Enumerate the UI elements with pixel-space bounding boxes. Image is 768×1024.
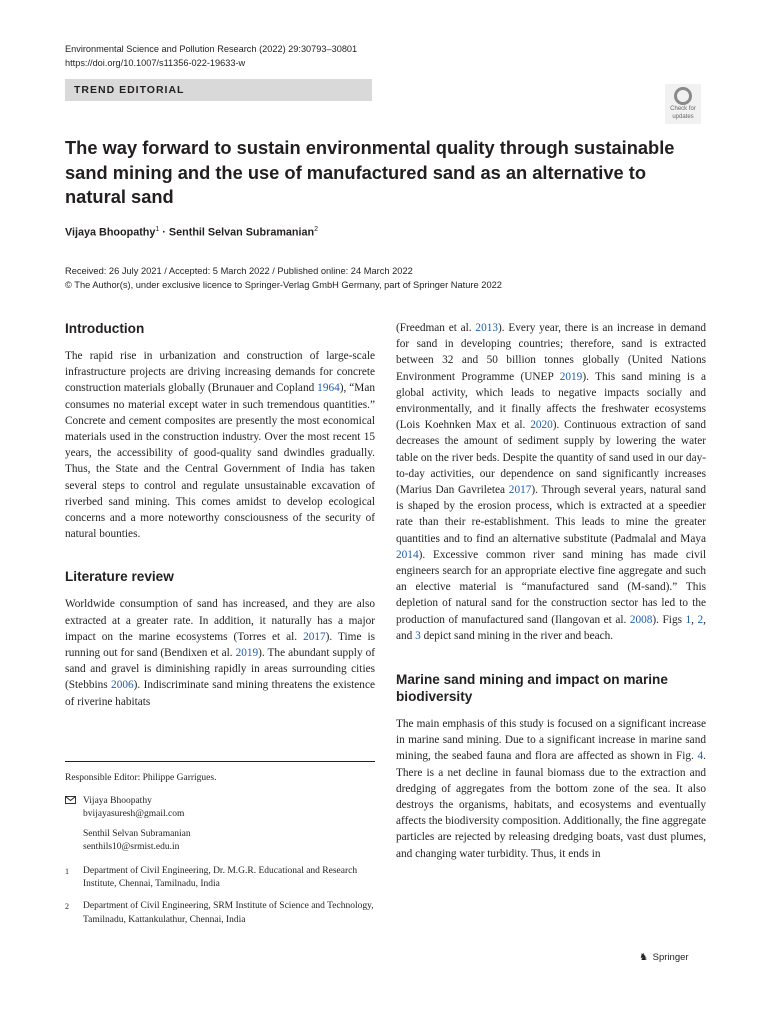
- right-paragraph: (Freedman et al. 2013). Every year, there is an increase in demand for sand in developing countries; therefore, sand is extracted between 32 and 50 billion tonnes globally (United Nations Environment Programme (UNEP 2019). This sand mining is a global activity, which leads to negative impacts socially and environmentally, and it finally affects the freshwater ecosystems (Lois Koehnken Max et al. 2020). Continuous extraction of sand decreases the amount of sediment supply by lowering the water table on the river beds. Despite the quantity of sand used in our day-to-day activities, our dependence on sand significantly increases (Marius Dan Gavriletea 2017). Through several years, natural sand is shaped by the erosion process, which is extracted at a speedier rate than their re-establishment. This leads to mine the greater quantities and to find an alternative substitute (Padmalal and Maya 2014). Excessive common river sand mining has made civil engineers search for an appropriate elective fine aggregate and such an elective material is “manufactured sand (M-sand).” This depletion of natural sand for the construction sector has led to the production of manufactured sand (Ilangovan et al. 2008). Figs 1, 2, and 3 depict sand mining in the river and beach.: [396, 322, 707, 642]
- citation-link[interactable]: 2020: [530, 419, 553, 432]
- author-2-affil: 2: [314, 226, 319, 233]
- right-column: [396, 320, 706, 862]
- left-column: [65, 320, 375, 710]
- citation-link[interactable]: 2019: [235, 647, 259, 660]
- corresponding-contact-1: [65, 795, 375, 821]
- contact-1-name: Vijaya Bhoopathy: [83, 796, 152, 807]
- lit-review-paragraph: Worldwide consumption of sand has increased, and they are also extracted at a greater rate. In addition, it naturally has a major impact on the marine ecosystems (Torres et al. 2017). Time is running out for sand (Bendixen et al. 2019). The abundant supply of sand and gravel is diminishing rapidly in areas surrounding cities (Stebbins 2006). Indiscriminate sand mining threatens the existence of riverine habitats: [65, 598, 375, 708]
- affiliation-2: [65, 900, 375, 926]
- figure-link[interactable]: 2: [697, 613, 704, 626]
- lit-review-heading: Literature review: [65, 569, 174, 585]
- check-for-updates-badge[interactable]: [665, 84, 701, 124]
- springer-horse-icon: ♞: [639, 952, 648, 963]
- citation-link[interactable]: 2006: [111, 679, 134, 692]
- footnotes: [65, 761, 375, 927]
- intro-heading: Introduction: [65, 321, 145, 336]
- badge-text-1: Check for: [670, 106, 696, 112]
- category-bar: [65, 79, 372, 101]
- publisher-logo: [639, 952, 689, 963]
- citation-link[interactable]: 1964: [317, 382, 340, 395]
- citation-link[interactable]: 2008: [629, 613, 653, 626]
- corresponding-contact-2: [65, 828, 375, 854]
- author-1-affil: 1: [155, 226, 160, 233]
- citation-link[interactable]: 2017: [303, 630, 326, 643]
- marine-paragraph: The main emphasis of this study is focused on a significant increase in marine sand mining. Due to a significant increase in marine sand mining, the seabed fauna and flora are affected as shown in Fig. 4. There is a net decline in faunal biomass due to the extraction and dredging of aggregates from the bottom zone of the sea. It also destroys the organisms, habitats, and ecosystems and eventually affects the biodiversity composition. Additionally, the fine aggregate particles are rejected by releasing dredging boats, vast dust plumes, and changing water turbidity. Thus, it ends in: [396, 718, 706, 860]
- citation-link[interactable]: 2019: [559, 370, 583, 383]
- figure-link[interactable]: 3: [415, 629, 421, 642]
- citation-link[interactable]: 2017: [508, 484, 532, 497]
- badge-text-2: updates: [672, 113, 694, 120]
- category-label: TREND EDITORIAL: [74, 84, 185, 96]
- affiliation-1-text: Department of Civil Engineering, Dr. M.G.R. Educational and Research Institute, Chennai, Tamilnadu, India: [83, 866, 358, 890]
- citation-link[interactable]: 2014: [396, 548, 419, 561]
- envelope-icon: [65, 795, 83, 821]
- publisher-name: Springer: [652, 952, 689, 963]
- intro-paragraph: The rapid rise in urbanization and construction of large-scale infrastructure projects are driving increasing demands for concrete construction materials globally (Brunauer and Copland 1964), “Man consumes no material except water in such tremendous quantities.” Concrete and cement composites are presently the most economical materials used in the construction industry. Over the most recent 15 years, the accessibility of good-quality sand dwindles gradually. Thus, the State and the Central Government of India has taken several steps to control and regulate unsustainable excavation of riverbed sand mining. This comes amidst to develop ecological concerns and a more noteworthy consciousness of the security of natural bounties.: [65, 350, 375, 541]
- affiliation-1-mark: 1: [65, 867, 69, 877]
- affiliation-2-text: Department of Civil Engineering, SRM Institute of Science and Technology, Tamilnadu, Kattankulathur, Chennai, India: [83, 901, 374, 925]
- affiliation-2-mark: 2: [65, 902, 69, 912]
- contact-2-email[interactable]: senthils10@srmist.edu.in: [83, 841, 180, 852]
- contact-1-email[interactable]: bvijayasuresh@gmail.com: [83, 809, 185, 820]
- figure-link[interactable]: 1: [685, 613, 692, 626]
- copyright-line: © The Author(s), under exclusive licence to Springer-Verlag GmbH Germany, part of Springer Nature 2022: [65, 280, 502, 290]
- contact-2-name: Senthil Selvan Subramanian: [83, 828, 191, 839]
- responsible-editor: Responsible Editor: Philippe Garrigues.: [65, 773, 217, 783]
- article-history: [65, 264, 502, 292]
- affiliation-1: [65, 865, 375, 891]
- journal-header: [65, 42, 357, 70]
- publication-dates: Received: 26 July 2021 / Accepted: 5 March 2022 / Published online: 24 March 2022: [65, 266, 413, 276]
- journal-citation: Environmental Science and Pollution Research (2022) 29:30793–30801: [65, 44, 358, 54]
- check-for-updates-icon: [674, 87, 692, 105]
- author-1[interactable]: Vijaya Bhoopathy: [65, 226, 156, 239]
- author-2[interactable]: Senthil Selvan Subramanian: [168, 226, 315, 239]
- article-title: The way forward to sustain environmental quality through sustainable sand mining and the use of manufactured sand as an alternative to natural sand: [65, 137, 675, 207]
- author-list: [65, 226, 318, 239]
- author-separator: ·: [159, 226, 169, 239]
- citation-link[interactable]: 2013: [475, 322, 499, 334]
- footnote-divider: [65, 761, 375, 762]
- figure-link[interactable]: 4: [697, 750, 704, 763]
- doi-link[interactable]: https://doi.org/10.1007/s11356-022-19633-w: [65, 58, 246, 68]
- marine-heading: Marine sand mining and impact on marine biodiversity: [396, 672, 668, 705]
